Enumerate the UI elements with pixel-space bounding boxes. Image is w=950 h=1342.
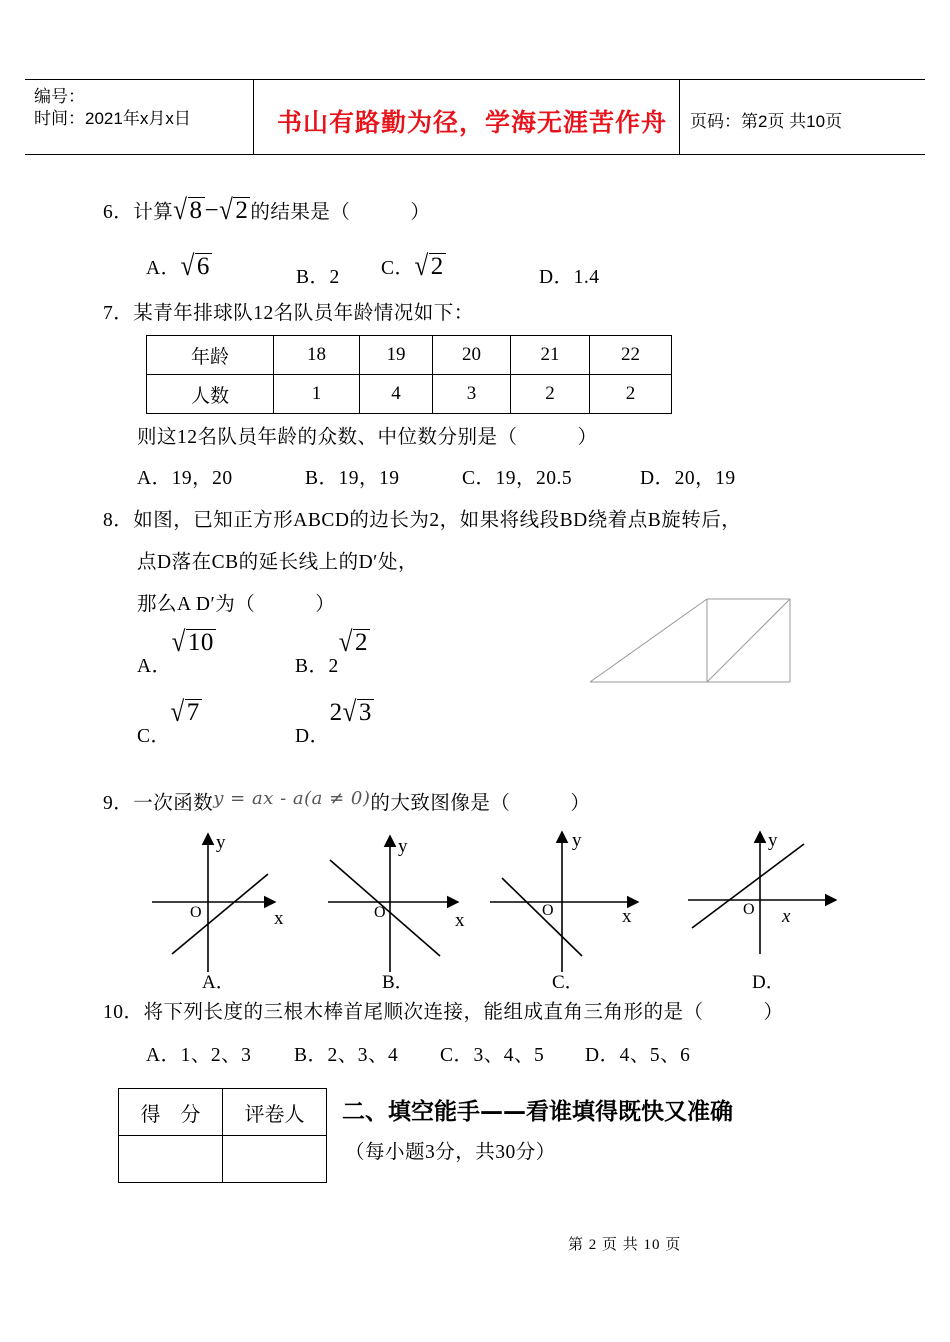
graph-c-label: C． <box>552 972 584 993</box>
footer-page: 第 2 页 共 10 页 <box>568 1237 682 1253</box>
q8-option-b: B．2√2 <box>295 626 368 677</box>
table-cell: 20 <box>433 336 511 375</box>
grader-header: 评卷人 <box>223 1089 327 1136</box>
graph-b-y: y <box>398 836 408 857</box>
q7-option-c: C．19，20.5 <box>462 468 573 489</box>
q7-option-b: B．19，19 <box>305 468 400 489</box>
table-cell: 2 <box>511 375 590 414</box>
graph-c <box>490 832 638 972</box>
q7-option-a: A．19，20 <box>137 468 233 489</box>
table-cell: 18 <box>274 336 360 375</box>
graph-d-origin: O <box>743 901 755 918</box>
table-cell: 21 <box>511 336 590 375</box>
graph-a <box>152 834 275 972</box>
q7-stem: 7．某青年排球队12名队员年龄情况如下： <box>103 303 474 324</box>
header-page-label: 页码：第2页 共10页 <box>690 112 843 131</box>
q8-line1: 8．如图，已知正方形ABCD的边长为2，如果将线段BD绕着点B旋转后， <box>103 510 742 531</box>
q6-option-b: B．2 <box>296 267 340 288</box>
table-row <box>119 1089 327 1136</box>
q8-line2: 点D落在CB的延长线上的D′处， <box>137 552 418 573</box>
graph-d-label: D． <box>752 972 785 993</box>
graph-a-origin: O <box>190 904 202 921</box>
q8-line3: 那么A D′为（ ） <box>137 594 336 615</box>
score-table <box>118 1088 327 1183</box>
table-row <box>147 336 672 375</box>
q8-option-a: A．√10 <box>137 626 214 677</box>
sqrt-8: √8 <box>173 194 203 226</box>
header-bottom-rule <box>25 154 925 155</box>
q8-option-d: D．2√3 <box>295 696 372 747</box>
q10-option-a: A．1、2、3 <box>146 1045 252 1066</box>
graph-c-x: x <box>622 906 632 927</box>
header-divider-right <box>679 79 680 155</box>
q8-figure <box>585 594 795 688</box>
sqrt-2: √2 <box>219 194 249 226</box>
graph-a-y: y <box>216 832 226 853</box>
table-cell: 3 <box>433 375 511 414</box>
section2-subtitle: （每小题3分，共30分） <box>345 1142 556 1163</box>
q6-option-a: A．√6 <box>146 250 210 282</box>
q10-option-d: D．4、5、6 <box>585 1045 691 1066</box>
graph-b-origin: O <box>374 904 386 921</box>
graph-c-origin: O <box>542 902 554 919</box>
q6-prefix: 6．计算 <box>103 202 174 223</box>
q6-option-c: C．√2 <box>381 250 444 282</box>
q10-option-b: B．2、3、4 <box>294 1045 399 1066</box>
header-number-label: 编号： <box>34 87 85 106</box>
q7-question: 则这12名队员年龄的众数、中位数分别是（ ） <box>137 427 598 448</box>
table-cell: 4 <box>360 375 433 414</box>
table-row <box>119 1136 327 1183</box>
graph-a-x: x <box>274 908 284 929</box>
table-cell: 22 <box>590 336 672 375</box>
table-cell: 2 <box>590 375 672 414</box>
q10-option-c: C．3、4、5 <box>440 1045 545 1066</box>
q10-stem: 10．将下列长度的三根木棒首尾顺次连接，能组成直角三角形的是（ ） <box>103 1002 784 1023</box>
q6-suffix: 的结果是（ ） <box>250 202 431 223</box>
graph-d-x: x <box>782 906 791 927</box>
graph-c-y: y <box>572 830 582 851</box>
header-time-label: 时间：2021年x月x日 <box>34 109 191 128</box>
graph-b-x: x <box>455 910 465 931</box>
header-motto: 书山有路勤为径，学海无涯苦作舟 <box>277 110 668 137</box>
q6-stem <box>103 196 430 225</box>
table-cell: 人数 <box>147 375 274 414</box>
minus-sign: − <box>204 197 220 224</box>
graph-b-label: B． <box>382 972 414 993</box>
table-row <box>147 375 672 414</box>
graph-a-label: A． <box>202 972 235 993</box>
header-top-rule <box>25 79 925 80</box>
grader-cell[interactable] <box>223 1136 327 1183</box>
graph-b <box>328 836 458 972</box>
score-cell[interactable] <box>119 1136 223 1183</box>
table-cell: 年龄 <box>147 336 274 375</box>
graph-d-y: y <box>768 830 778 851</box>
age-table <box>146 335 672 414</box>
table-cell: 1 <box>274 375 360 414</box>
header-divider-left <box>253 79 254 155</box>
score-header: 得 分 <box>119 1089 223 1136</box>
q9-stem: 9．一次函数y = ax - a(a ≠ 0)的大致图像是（ ） <box>103 788 591 814</box>
q9-graphs <box>140 822 850 1002</box>
graph-d <box>688 832 836 954</box>
section2-title: 二、填空能手——看谁填得既快又准确 <box>342 1099 733 1125</box>
table-cell: 19 <box>360 336 433 375</box>
q6-option-d: D．1.4 <box>539 267 600 288</box>
q9-formula: y = ax - a(a ≠ 0) <box>213 788 371 809</box>
q7-option-d: D．20，19 <box>640 468 736 489</box>
q8-option-c: C．√7 <box>137 696 200 747</box>
